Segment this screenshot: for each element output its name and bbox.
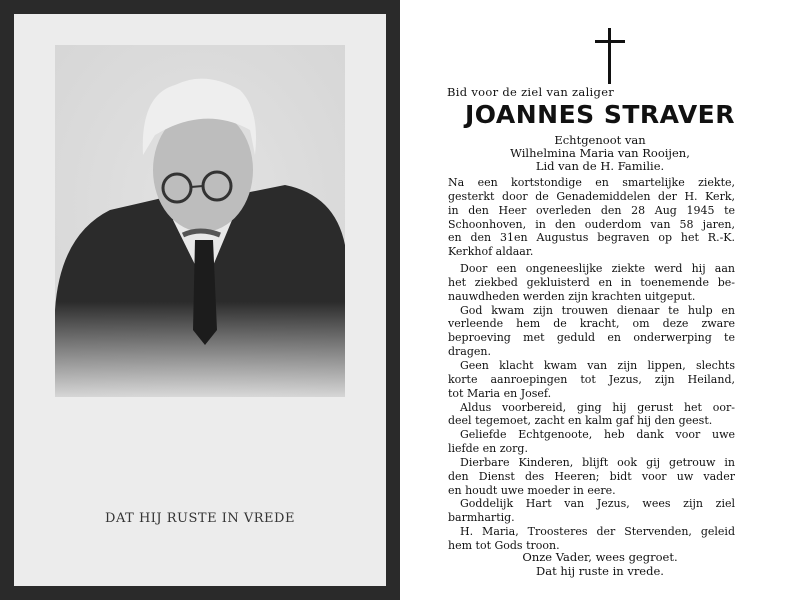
text-line: tot Maria en Josef.	[448, 386, 552, 400]
spouse-name: Wilhelmina Maria van Rooijen,	[510, 146, 690, 160]
text-line: Geen klacht kwam van zijn lippen, slechts	[460, 358, 735, 372]
portrait-photo	[55, 45, 345, 397]
intro-text: Bid voor de ziel van zaliger	[447, 85, 615, 99]
text-line: en den 31en Augustus begraven op het R.-K.	[448, 231, 735, 245]
closing-line: Dat hij ruste in vrede.	[536, 564, 664, 578]
text-line: nauwdheden werden zijn krachten uitgeput.	[448, 289, 696, 303]
spouse-label: Echtgenoot van	[554, 133, 646, 147]
deceased-name: JOANNES STRAVER	[465, 100, 735, 129]
text-line: Goddelijk Hart van Jezus, wees zijn ziel	[460, 497, 735, 511]
text-line: Door een ongeneeslijke ziekte werd hij aan	[460, 262, 735, 276]
text-line: den Dienst des Heeren; bidt voor uw vader	[448, 469, 735, 483]
paragraph	[448, 525, 735, 553]
paragraph	[448, 428, 735, 456]
text-line: en houdt uwe moeder in eere.	[448, 483, 616, 497]
cross-icon	[595, 28, 625, 84]
text-line: H. Maria, Troosteres der Stervenden, geleid	[460, 525, 735, 539]
text-line: God kwam zijn trouwen dienaar te hulp en	[460, 303, 735, 317]
paragraph	[448, 359, 735, 401]
paragraph	[448, 456, 735, 498]
text-line: dragen.	[448, 345, 491, 359]
paragraph	[448, 176, 735, 259]
text-line: Kerkhof aldaar.	[448, 245, 534, 259]
memorial-text	[448, 176, 735, 553]
text-line: deel tegemoet, zacht en kalm gaf hij den geest.	[448, 414, 713, 428]
paragraph	[448, 497, 735, 525]
closing-prayer	[450, 550, 750, 578]
text-line: gesterkt door de Genademiddelen der H. Kerk,	[448, 189, 735, 203]
membership: Lid van de H. Familie.	[535, 159, 665, 173]
text-line: in den Heer overleden den 28 Aug 1945 te	[448, 203, 735, 217]
text-line: Aldus voorbereid, ging hij gerust het oor-	[460, 400, 735, 414]
text-line: liefde en zorg.	[448, 442, 528, 456]
paragraph	[448, 401, 735, 429]
text-line: barmhartig.	[448, 511, 515, 525]
text-line: Dierbare Kinderen, blijft ook gij getrouw in	[460, 455, 735, 469]
text-line: Schoonhoven, in den ouderdom van 58 jaren,	[448, 217, 735, 231]
card-caption: DAT HIJ RUSTE IN VREDE	[105, 511, 295, 526]
closing-line: Onze Vader, wees gegroet.	[522, 550, 678, 564]
text-line: Geliefde Echtgenoote, heb dank voor uwe	[460, 428, 735, 442]
text-line: het ziekbed gekluisterd en in toenemende be-	[448, 275, 735, 289]
text-line: hem tot Gods troon.	[448, 538, 560, 552]
text-line: beproeving met geduld en onderwerping te	[448, 331, 735, 345]
text-line: verleende hem de kracht, om deze zware	[448, 317, 735, 331]
paragraph	[448, 304, 735, 359]
text-line: Na een kortstondige en smartelijke ziekte,	[448, 176, 735, 189]
text-line: korte aanroepingen tot Jezus, zijn Heiland,	[448, 372, 735, 386]
paragraph	[448, 262, 735, 304]
